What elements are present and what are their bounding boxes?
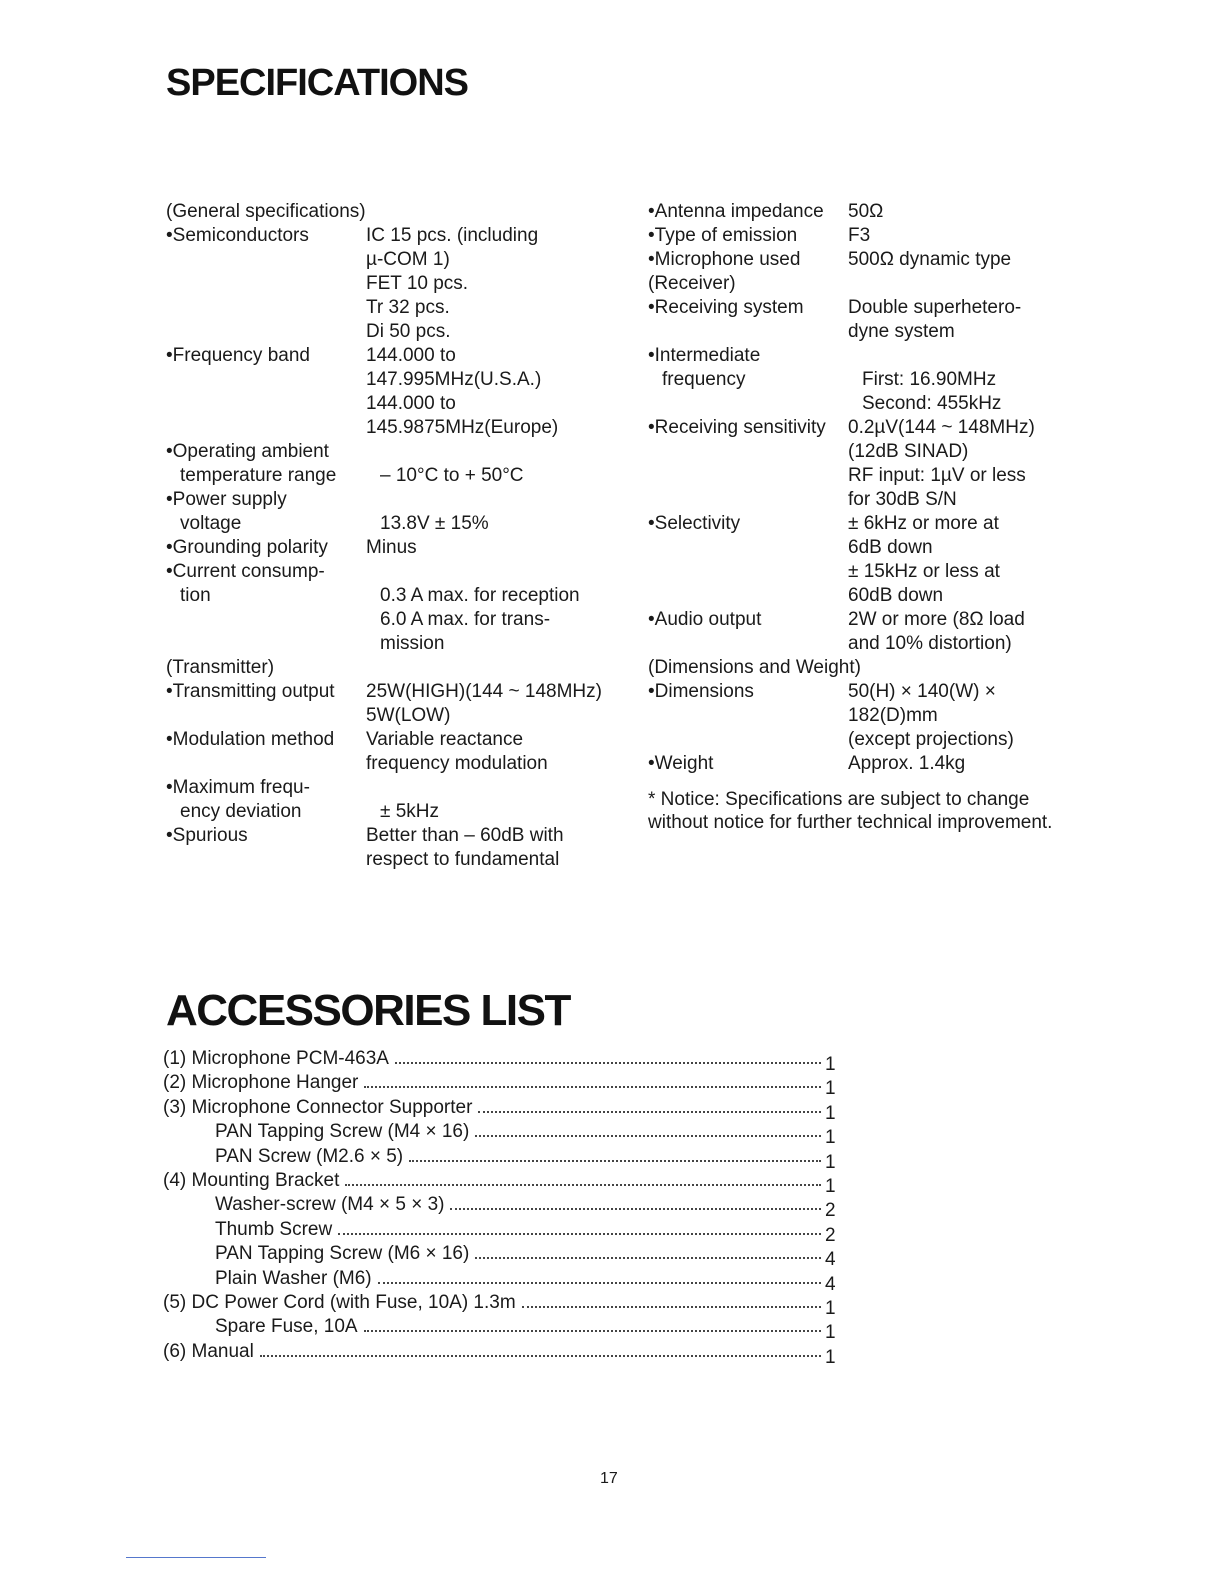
spec-row — [648, 752, 1078, 776]
accessory-quantity: 1 — [825, 1346, 836, 1368]
spec-label: frequency — [662, 369, 746, 390]
accessory-item — [163, 1072, 836, 1100]
spec-value: Double superhetero- dyne system — [848, 297, 1022, 342]
spec-section-heading: (Receiver) — [648, 273, 736, 294]
spec-value: Approx. 1.4kg — [848, 753, 966, 774]
accessory-quantity: 1 — [825, 1127, 836, 1149]
spec-value: 0.2µV(144 ~ 148MHz) (12dB SINAD) RF input: 1µV or less for 30dB S/N — [848, 417, 1035, 510]
spec-section-heading: (Transmitter) — [166, 657, 275, 678]
spec-row — [648, 608, 1078, 656]
spec-label: •Frequency band — [166, 345, 310, 366]
spec-row — [166, 584, 626, 656]
spec-row — [648, 416, 1078, 512]
accessory-label: (6) Manual — [163, 1340, 254, 1362]
spec-value: 25W(HIGH)(144 ~ 148MHz) 5W(LOW) — [366, 681, 602, 726]
spec-row — [166, 800, 626, 824]
accessory-quantity: 1 — [825, 1102, 836, 1124]
spec-value — [366, 776, 626, 800]
spec-value — [366, 488, 626, 512]
spec-value: 0.3 A max. for reception 6.0 A max. for trans- mission — [380, 585, 580, 654]
spec-value: Minus — [366, 537, 417, 558]
specifications-right-column — [648, 200, 1078, 834]
spec-value: 500Ω dynamic type — [848, 249, 1012, 270]
accessory-label: (4) Mounting Bracket — [163, 1169, 340, 1191]
spec-row — [166, 824, 626, 872]
spec-label: tion — [180, 585, 211, 606]
spec-value: Better than – 60dB with respect to fundamental — [366, 825, 564, 870]
spec-row — [166, 464, 626, 488]
spec-notice: * Notice: Specifications are subject to change without notice for further technical improvement. — [648, 789, 1053, 833]
spec-value: 50(H) × 140(W) × 182(D)mm (except projections) — [848, 681, 1014, 750]
accessory-label: Washer-screw (M4 × 5 × 3) — [215, 1194, 445, 1216]
spec-value: 144.000 to 147.995MHz(U.S.A.) 144.000 to 145.9875MHz(Europe) — [366, 345, 559, 438]
spec-row — [166, 536, 626, 560]
dot-leader — [338, 1233, 821, 1235]
spec-value: IC 15 pcs. (including µ-COM 1) FET 10 pcs. Tr 32 pcs. Di 50 pcs. — [366, 225, 539, 342]
spec-label: •Operating ambient — [166, 441, 329, 462]
spec-label: voltage — [180, 513, 242, 534]
spec-label: temperature range — [180, 465, 337, 486]
specifications-title: SPECIFICATIONS — [166, 62, 468, 104]
accessory-item — [163, 1267, 836, 1295]
spec-label: •Dimensions — [648, 681, 754, 702]
spec-value: Variable reactance frequency modulation — [366, 729, 548, 774]
spec-row — [166, 440, 626, 464]
spec-label: •Grounding polarity — [166, 537, 328, 558]
dot-leader — [378, 1282, 821, 1284]
dot-leader — [409, 1160, 821, 1162]
accessory-quantity: 1 — [825, 1297, 836, 1319]
spec-value — [848, 344, 1078, 368]
spec-value — [366, 560, 626, 584]
accessory-label: Spare Fuse, 10A — [215, 1316, 358, 1338]
accessory-label: PAN Tapping Screw (M6 × 16) — [215, 1243, 470, 1265]
spec-label: •Intermediate — [648, 345, 761, 366]
accessory-label: Thumb Screw — [215, 1218, 333, 1240]
spec-row — [166, 560, 626, 584]
spec-row — [166, 488, 626, 512]
accessory-item — [163, 1340, 836, 1368]
spec-row — [648, 344, 1078, 368]
spec-label: •Audio output — [648, 609, 762, 630]
accessory-quantity: 1 — [825, 1151, 836, 1173]
accessory-quantity: 2 — [825, 1224, 836, 1246]
spec-label: •Current consump- — [166, 561, 325, 582]
spec-value: 2W or more (8Ω load and 10% distortion) — [848, 609, 1025, 654]
accessory-item — [163, 1121, 836, 1149]
dot-leader — [450, 1208, 821, 1210]
accessory-label: PAN Screw (M2.6 × 5) — [215, 1145, 404, 1167]
spec-label: •Type of emission — [648, 225, 798, 246]
accessory-quantity: 4 — [825, 1273, 836, 1295]
dot-leader — [478, 1111, 821, 1113]
spec-label: •Antenna impedance — [648, 201, 824, 222]
spec-row — [648, 296, 1078, 344]
spec-row — [166, 776, 626, 800]
accessory-label: PAN Tapping Screw (M4 × 16) — [215, 1121, 470, 1143]
accessory-quantity: 2 — [825, 1200, 836, 1222]
spec-row — [648, 224, 1078, 248]
spec-label: •Receiving system — [648, 297, 804, 318]
spec-value: First: 16.90MHz Second: 455kHz — [862, 369, 1002, 414]
accessory-item — [163, 1291, 836, 1319]
accessory-item — [163, 1316, 836, 1344]
specifications-left-column — [166, 200, 626, 872]
spec-row — [166, 512, 626, 536]
spec-label: •Maximum frequ- — [166, 777, 310, 798]
spec-label: •Semiconductors — [166, 225, 309, 246]
dot-leader — [475, 1257, 821, 1259]
spec-value — [366, 440, 626, 464]
spec-section-heading: (Dimensions and Weight) — [648, 657, 861, 678]
accessory-label: (1) Microphone PCM-463A — [163, 1048, 389, 1069]
dot-leader — [260, 1355, 821, 1357]
spec-value: ± 6kHz or more at 6dB down ± 15kHz or less at 60dB down — [848, 513, 1000, 606]
accessory-label: (2) Microphone Hanger — [163, 1072, 359, 1094]
spec-label: •Transmitting output — [166, 681, 335, 702]
dot-leader — [345, 1184, 821, 1186]
spec-value: 50Ω — [848, 201, 884, 222]
dot-leader — [364, 1086, 821, 1088]
accessories-title: ACCESSORIES LIST — [166, 986, 570, 1035]
dot-leader — [395, 1062, 821, 1064]
accessories-list — [163, 1048, 836, 1368]
spec-value: F3 — [848, 225, 871, 246]
spec-value: – 10°C to + 50°C — [380, 465, 524, 486]
spec-value: 13.8V ± 15% — [380, 513, 489, 534]
spec-row — [648, 368, 1078, 416]
spec-row — [648, 680, 1078, 752]
spec-label: •Microphone used — [648, 249, 801, 270]
spec-label: •Weight — [648, 753, 714, 774]
spec-label: •Receiving sensitivity — [648, 417, 826, 438]
bottom-divider — [126, 1557, 266, 1558]
dot-leader — [364, 1330, 821, 1332]
accessory-quantity: 1 — [825, 1054, 836, 1075]
spec-row — [166, 680, 626, 728]
accessory-item — [163, 1096, 836, 1124]
dot-leader — [475, 1135, 821, 1137]
spec-section-heading: (General specifications) — [166, 201, 366, 222]
accessory-item — [163, 1048, 836, 1075]
accessory-quantity: 1 — [825, 1322, 836, 1344]
accessory-label: (3) Microphone Connector Supporter — [163, 1096, 473, 1118]
spec-label: •Spurious — [166, 825, 248, 846]
accessory-quantity: 1 — [825, 1078, 836, 1100]
accessory-quantity: 4 — [825, 1249, 836, 1271]
accessory-quantity: 1 — [825, 1175, 836, 1197]
accessory-item — [163, 1218, 836, 1246]
accessory-item — [163, 1194, 836, 1222]
spec-row — [648, 512, 1078, 608]
spec-label: •Selectivity — [648, 513, 741, 534]
accessory-label: (5) DC Power Cord (with Fuse, 10A) 1.3m — [163, 1291, 516, 1313]
page-number: 17 — [600, 1470, 618, 1487]
accessory-label: Plain Washer (M6) — [215, 1267, 372, 1289]
spec-row — [648, 200, 1078, 224]
accessory-item — [163, 1243, 836, 1271]
spec-value: ± 5kHz — [380, 801, 439, 822]
accessory-item — [163, 1145, 836, 1173]
spec-row — [166, 344, 626, 440]
spec-label: ency deviation — [180, 801, 302, 822]
spec-row — [166, 728, 626, 776]
spec-row — [166, 224, 626, 344]
spec-label: •Power supply — [166, 489, 287, 510]
dot-leader — [522, 1306, 821, 1308]
spec-label: •Modulation method — [166, 729, 335, 750]
spec-row — [648, 248, 1078, 272]
accessory-item — [163, 1169, 836, 1197]
